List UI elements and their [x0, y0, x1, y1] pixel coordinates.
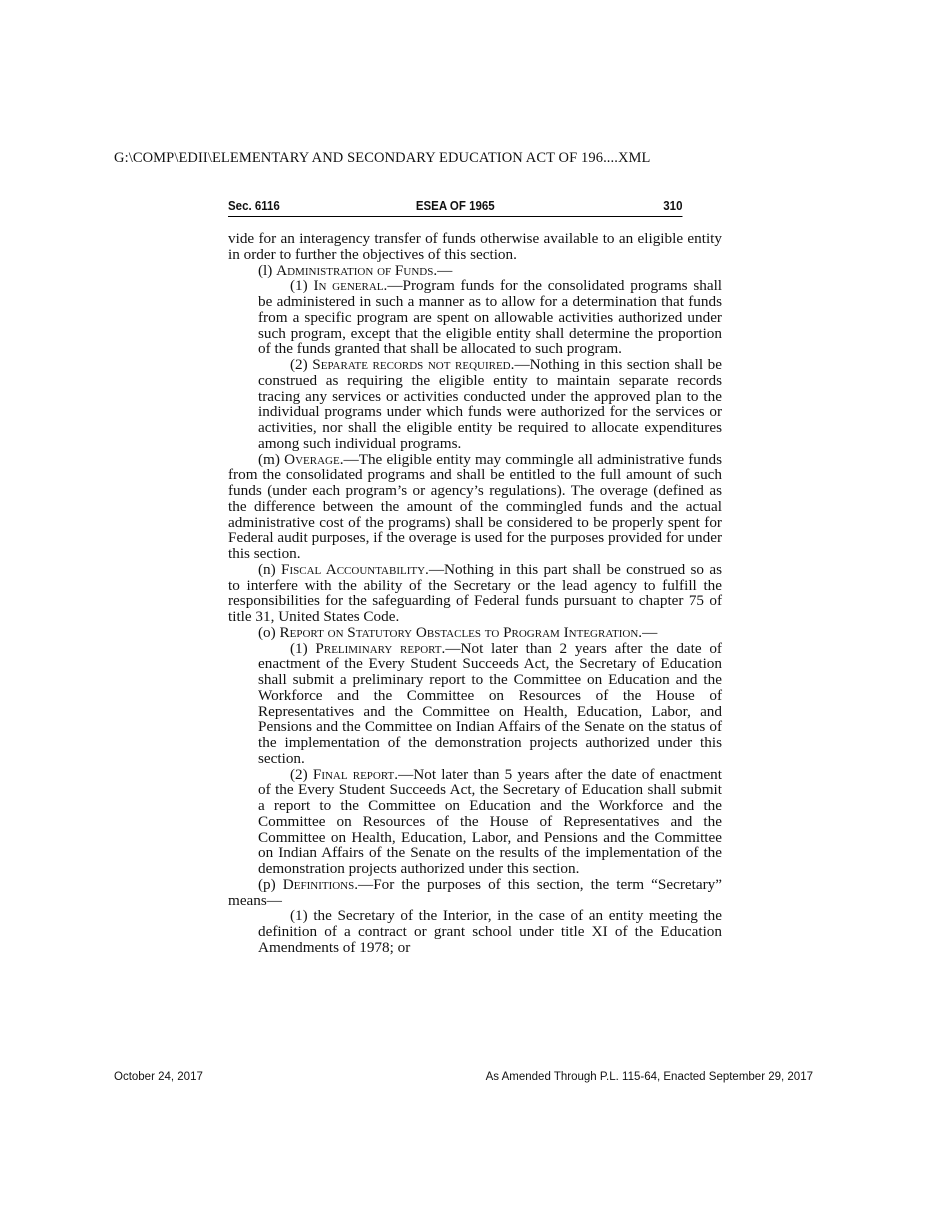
- paragraph-text: (1) the Secretary of the Interior, in the case of an entity meeting the definition of a contract or grant school under title XI of the Education Amendments of 1978; or: [258, 907, 722, 956]
- subsection-heading: Fiscal Accountability.: [281, 560, 429, 578]
- paragraph-l-2: [228, 357, 722, 452]
- paragraph-heading: Final report.: [312, 765, 399, 783]
- running-head: [228, 198, 682, 217]
- file-path: G:\COMP\EDII\ELEMENTARY AND SECONDARY EDUCATION ACT OF 196....XML: [114, 150, 651, 166]
- subsection-label: (n): [258, 560, 282, 578]
- paragraph-label: (2): [290, 765, 313, 783]
- paragraph-text: vide for an interagency transfer of funds otherwise available to an eligible entity in order to further the objectives of this section.: [228, 230, 722, 263]
- paragraph-continuation: [228, 231, 722, 263]
- subsection-heading: Overage.: [284, 450, 344, 468]
- section-number: Sec. 6116: [228, 199, 280, 213]
- paragraph-label: (1): [290, 639, 316, 657]
- subsection-label: (o): [258, 623, 280, 641]
- subsection-heading: Report on Statutory Obstacles to Program Integration.: [279, 623, 643, 641]
- paragraph-text: —Not later than 5 years after the date of enactment of the Every Student Succeeds Act, the Secretary of Education shall submit a report to the Committee on Education and the Workforce and the Committee on Resources of the House of Representatives and the Committee on Health, Education, Labor, and Pensions and the Committee on Indian Affairs of the Senate on the results of the implementation of the demonstration projects authorized under this section.: [258, 765, 722, 877]
- document-body: [228, 231, 722, 956]
- page-number: 310: [663, 199, 683, 213]
- subsection-l: [228, 263, 722, 279]
- paragraph-heading: Separate records not required.: [312, 356, 515, 373]
- subsection-n: [228, 562, 722, 625]
- paragraph-text: —Nothing in this part shall be construed so as to interfere with the ability of the Secretary or the lead agency to fulfill the responsibilities for the safeguarding of Federal funds pursuant to chapter 75 of title 31, United States Code.: [228, 560, 722, 625]
- subsection-label: (m): [258, 450, 285, 468]
- subsection-label: (l): [258, 261, 277, 279]
- paragraph-o-1: [228, 641, 722, 767]
- paragraph-text: —: [437, 261, 453, 279]
- subsection-heading: Administration of Funds.: [276, 261, 438, 279]
- footer-date: October 24, 2017: [114, 1071, 203, 1083]
- paragraph-heading: Preliminary report.: [315, 639, 446, 657]
- paragraph-label: (2): [290, 356, 313, 373]
- subsection-p: [228, 877, 722, 909]
- paragraph-heading: In general.: [313, 277, 388, 295]
- running-head-title: ESEA OF 1965: [415, 199, 495, 213]
- paragraph-p-1: [228, 908, 722, 955]
- subsection-heading: Definitions.: [282, 875, 359, 893]
- paragraph-text: —The eligible entity may commingle all administrative funds from the consolidated programs and shall be entitled to the full amount of such funds (under each program’s or agency’s regulations). The overage (defined as the difference between the amount of the commingled funds and the actual administrative cost of the programs) shall be considered to be properly spent for Federal audit purposes, if the overage is used for the purposes provided for under this section.: [228, 450, 722, 562]
- paragraph-label: (1): [290, 277, 314, 295]
- paragraph-o-2: [228, 767, 722, 877]
- paragraph-text: —Not later than 2 years after the date of enactment of the Every Student Succeeds Act, the Secretary of Education shall submit a preliminary report to the Committee on Education and the Workforce and the Committee on Resources of the House of Representatives and the Committee on Health, Education, Labor, and Pensions and the Committee on Indian Affairs of the Senate on the status of the implementation of the demonstration projects authorized under this section.: [258, 639, 722, 767]
- paragraph-text: —For the purposes of this section, the term “Secretary” means—: [228, 875, 722, 909]
- subsection-o: [228, 625, 722, 641]
- paragraph-text: —Program funds for the consolidated programs shall be administered in such a manner as to allow for a determination that funds from a specific program are spent on allowable activities authorized under such program, except that the eligible entity shall determine the proportion of the funds granted that shall be allocated to such program.: [258, 277, 723, 358]
- subsection-m: [228, 452, 722, 562]
- paragraph-text: —Nothing in this section shall be construed as requiring the eligible entity to maintain separate records tracing any services or activities conducted under the approved plan to the individual programs under which funds were authorized for the services or activities, nor shall the eligible entity be required to allocate expenditures among such individual programs.: [258, 356, 723, 452]
- paragraph-text: —: [642, 623, 658, 641]
- subsection-label: (p): [258, 875, 283, 893]
- footer-amended-note: As Amended Through P.L. 115-64, Enacted September 29, 2017: [485, 1071, 813, 1083]
- paragraph-l-1: [228, 278, 722, 357]
